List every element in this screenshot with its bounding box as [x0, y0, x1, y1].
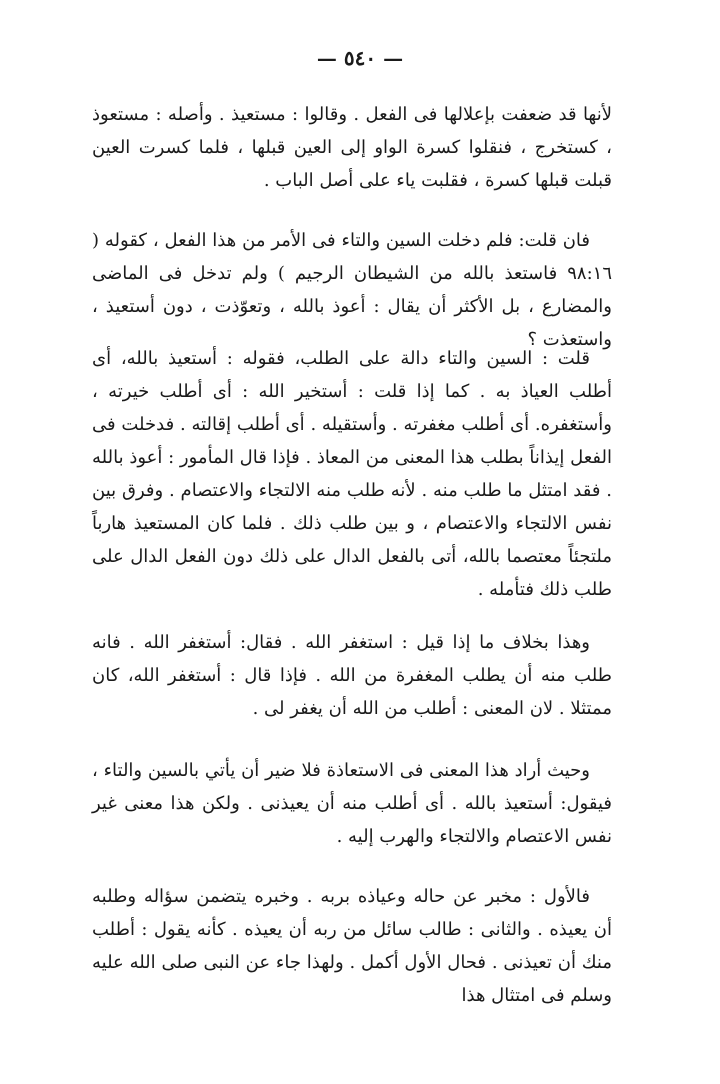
paragraph-1	[92, 98, 612, 194]
paragraph-text: وهذا بخلاف ما إذا قيل : استغفر الله . فقال: أستغفر الله . فانه طلب منه أن يطلب المغفرة من الله . فإذا قال : أستغفر الله، كان ممتثلا . لان المعنى : أطلب من الله أن يغفر لى .	[92, 632, 612, 719]
paragraph-text: قلت : السين والتاء دالة على الطلب، فقوله : أستعيذ بالله، أى أطلب العياذ به . كما إذا قلت : أستخير الله : أى أطلب خيرته ، وأستغفره. أى أطلب مغفرته . وأستقيله . أى أطلب إقالته . فدخلت فى الفعل إيذاناً بطلب هذا المعنى من المعاذ . فإذا قال المأمور : أعوذ بالله . فقد امتثل ما طلب منه . لأنه طلب منه الالتجاء والاعتصام . وفرق بين نفس الالتجاء والاعتصام ، و بين طلب ذلك . فلما كان المستعيذ هارباً ملتجئاً معتصما بالله، أتى بالفعل الدال على ذلك دون الفعل الدال على طلب ذلك فتأمله .	[92, 348, 612, 600]
paragraph-4	[92, 626, 612, 730]
page-number: — ٥٤٠ —	[316, 46, 404, 70]
paragraph-3	[92, 342, 612, 612]
paragraph-text: فان قلت: فلم دخلت السين والتاء فى الأمر من هذا الفعل ، كقوله ( ٩٨:١٦ فاستعذ بالله من الشيطان الرجيم ) ولم تدخل فى الماضى والمضارع ، بل الأكثر أن يقال : أعوذ بالله ، وتعوّذت ، دون أستعيذ ، واستعذت ؟	[92, 230, 612, 350]
paragraph-text: وحيث أراد هذا المعنى فى الاستعاذة فلا ضير أن يأتي بالسين والتاء ، فيقول: أستعيذ بالله . أى أطلب منه أن يعيذنى . ولكن هذا معنى غير نفس الاعتصام والالتجاء والهرب إليه .	[92, 760, 612, 847]
paragraph-5	[92, 754, 612, 858]
paragraph-6	[92, 880, 612, 1006]
paragraph-2	[92, 224, 612, 350]
paragraph-text: لأنها قد ضعفت بإعلالها فى الفعل . وقالوا : مستعيذ . وأصله : مستعوذ ، كستخرج ، فنقلوا كسرة الواو إلى العين قبلها ، فلما كسرت العين قبلت قبلها كسرة ، فقلبت ياء على أصل الباب .	[92, 104, 612, 191]
paragraph-text: فالأول : مخبر عن حاله وعياذه بربه . وخبره يتضمن سؤاله وطلبه أن يعيذه . والثانى : طالب سائل من ربه أن يعيذه . كأنه يقول : أطلب منك أن تعيذنى . فحال الأول أكمل . ولهذا جاء عن النبى صلى الله عليه وسلم فى امتثال هذا	[92, 886, 612, 1006]
